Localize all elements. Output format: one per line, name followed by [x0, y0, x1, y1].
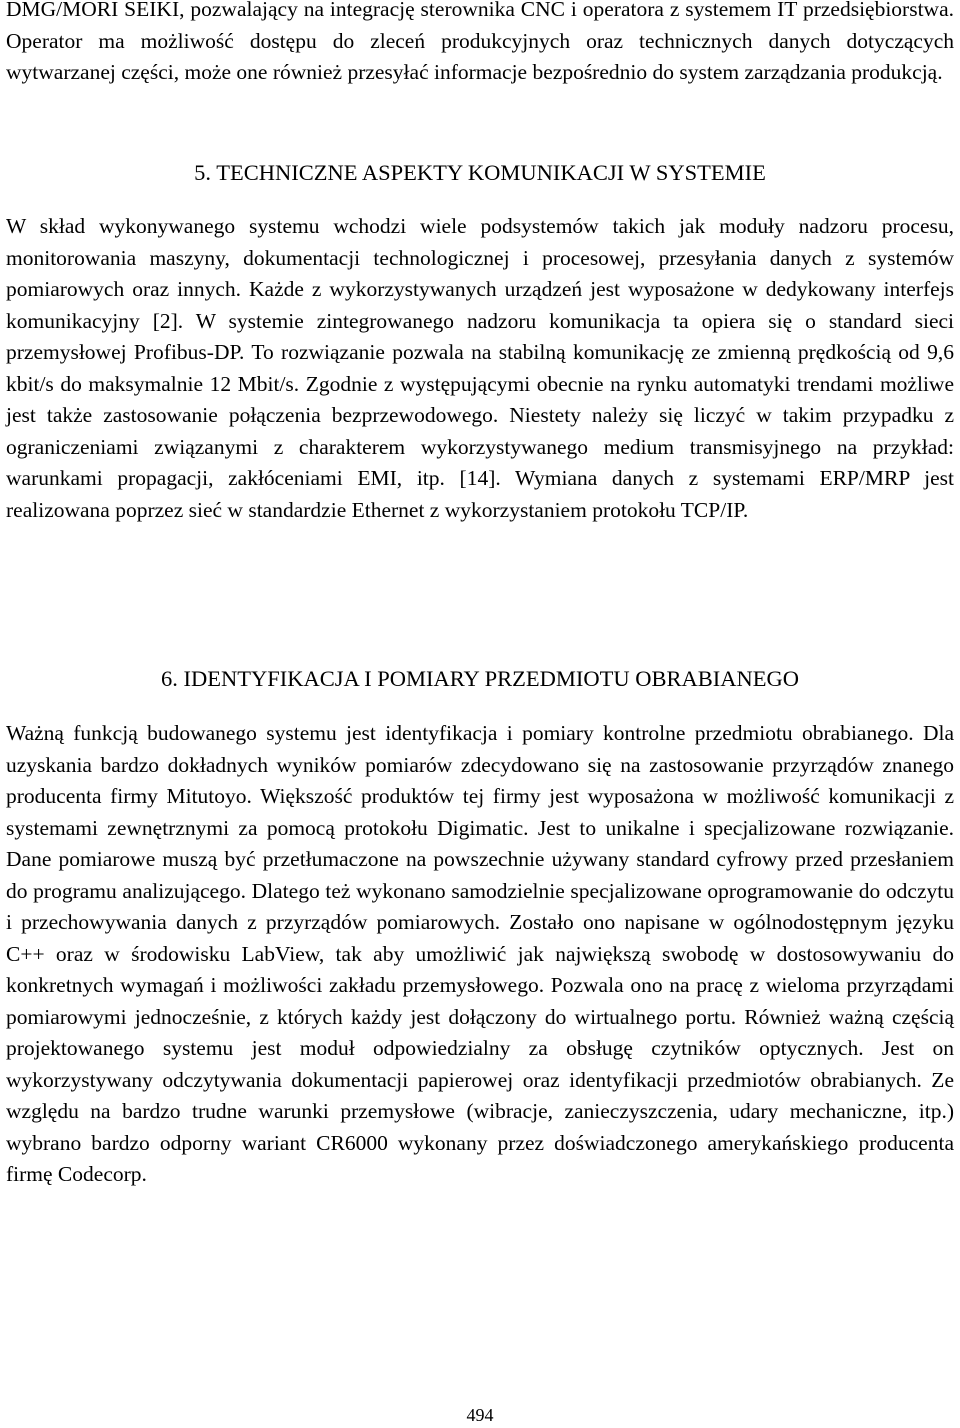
page-number: 494 [466, 1405, 494, 1425]
intro-paragraph: DMG/MORI SEIKI, pozwalający na integrację sterownika CNC i operatora z systemem IT przedsiębiorstwa. Operator ma możliwość dostępu do zleceń produkcyjnych oraz technicznych danych dotyczących wytwarzanej części, może one również przesyłać informacje bezpośrednio do system zarządzania produkcją. [6, 0, 954, 84]
section-6-heading: 6. IDENTYFIKACJA I POMIARY PRZEDMIOTU OBRABIANEGO [161, 666, 799, 691]
section-5-heading: 5. TECHNICZNE ASPEKTY KOMUNIKACJI W SYSTEMIE [194, 160, 766, 185]
document-page [6, 0, 954, 1428]
section-5-paragraph: W skład wykonywanego systemu wchodzi wiele podsystemów takich jak moduły nadzoru procesu, monitorowania maszyny, dokumentacji technologicznej i procesowej, przesyłania danych z systemów pomiarowych oraz innych. Każde z wykorzystywanych urządzeń jest wyposażone w dedykowany interfejs komunikacyjny [2]. W systemie zintegrowanego nadzoru komunikacja ta opiera się o standard sieci przemysłowej Profibus-DP. To rozwiązanie pozwala na stabilną komunikację ze zmienną prędkością od 9,6 kbit/s do maksymalnie 12 Mbit/s. Zgodnie z występującymi obecnie na rynku automatyki trendami możliwe jest także zastosowanie połączenia bezprzewodowego. Niestety należy się liczyć w takim przypadku z ograniczeniami związanymi z charakterem wykorzystywanego medium transmisyjnego na przykład: warunkami propagacji, zakłóceniami EMI, itp. [14]. Wymiana danych z systemami ERP/MRP jest realizowana poprzez sieć w standardzie Ethernet z wykorzystaniem protokołu TCP/IP. [6, 214, 954, 522]
section-6-paragraph: Ważną funkcją budowanego systemu jest identyfikacja i pomiary kontrolne przedmiotu obrabianego. Dla uzyskania bardzo dokładnych wyników pomiarów zdecydowano się na zastosowanie przyrządów znanego producenta firmy Mitutoyo. Większość produktów tej firmy jest wyposażona w możliwość komunikacji z systemami zewnętrznymi za pomocą protokołu Digimatic. Jest to unikalne i specjalizowane rozwiązanie. Dane pomiarowe muszą być przetłumaczone na powszechnie używany standard cyfrowy przed przesłaniem do programu analizującego. Dlatego też wykonano samodzielnie specjalizowane oprogramowanie do odczytu i przechowywania danych z przyrządów pomiarowych. Zostało ono napisane w ogólnodostępnym języku C++ oraz w środowisku LabView, tak aby umożliwić jak największą swobodę w dostosowywaniu do konkretnych wymagań i możliwości zakładu przemysłowego. Pozwala ono na pracę z wieloma przyrządami pomiarowymi jednocześnie, z których każdy jest dołączony do wirtualnego portu. Również ważną częścią projektowanego systemu jest moduł odpowiedzialny za obsługę czytników optycznych. Jest on wykorzystywany odczytywania dokumentacji papierowej oraz identyfikacji przedmiotów obrabianych. Ze względu na bardzo trudne warunki przemysłowe (wibracje, zanieczyszczenia, udary mechaniczne, itp.) wybrano bardzo odporny wariant CR6000 wykonany przez doświadczonego amerykańskiego producenta firmę Codecorp. [6, 721, 954, 1186]
